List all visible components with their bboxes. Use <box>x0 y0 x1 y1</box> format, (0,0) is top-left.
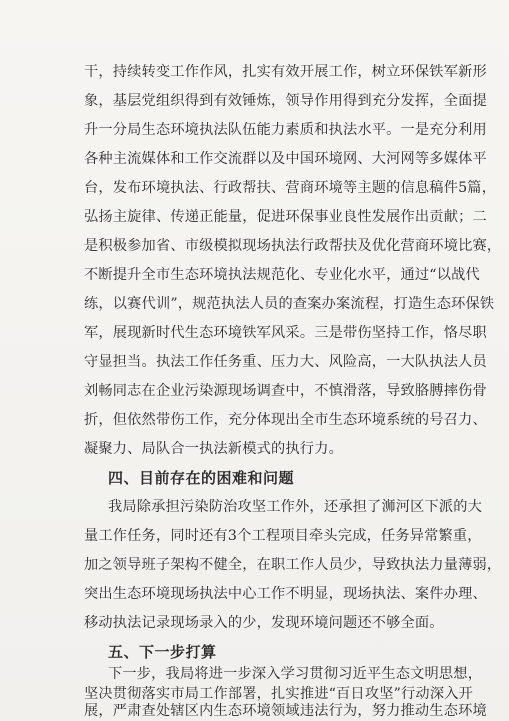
paragraph-line: 凝聚力、局队合一执法新模式的执行力。 <box>84 441 343 457</box>
paragraph-line: 不断提升全市生态环境执法规范化、专业化水平，通过“以战代 <box>84 267 480 283</box>
section-heading-difficulties: 四、目前存在的困难和问题 <box>108 469 295 487</box>
paragraph-line: 升一分局生态环境执法队伍能力素质和执法水平。一是充分利用 <box>84 122 487 138</box>
paragraph-line: 台，发布环境执法、行政帮扶、营商环境等主题的信息稿件5篇， <box>84 180 497 196</box>
paragraph-line: 加之领导班子架构不健全，在职工作人员少，导致执法力量薄弱， <box>84 557 502 573</box>
paragraph-line: 我局除承担污染防治攻坚工作外，还承担了浉河区下派的大 <box>108 499 483 515</box>
paragraph-line: 各种主流媒体和工作交流群以及中国环境网、大河网等多媒体平 <box>84 151 487 167</box>
paragraph-line: 量工作任务，同时还有3个工程项目牵头完成，任务异常繁重， <box>84 528 482 544</box>
paragraph-line: 军，展现新时代生态环境铁军风采。三是带伤坚持工作，恪尽职 <box>84 325 487 341</box>
paragraph-line: 刘畅同志在企业污染源现场调查中，不慎滑落，导致胳膊摔伤骨 <box>84 383 487 399</box>
paragraph-line: 折，但依然带伤工作，充分体现出全市生态环境系统的号召力、 <box>84 412 487 428</box>
paragraph-line: 弘扬主旋律、传递正能量，促进环保事业良性发展作出贡献；二 <box>84 209 487 225</box>
paragraph-line: 下一步，我局将进一步深入学习贯彻习近平生态文明思想， <box>108 666 483 682</box>
paragraph-line: 练，以赛代训”，规范执法人员的查案办案流程，打造生态环保铁 <box>84 296 495 312</box>
paragraph-line: 展，严肃查处辖区内生态环境领域违法行为，努力推动生态环境 <box>84 703 487 719</box>
paragraph-line: 坚决贯彻落实市局工作部署，扎实推进“百日攻坚”行动深入开 <box>84 686 473 702</box>
paragraph-line: 移动执法记录现场录入的少，发现环境问题还不够全面。 <box>84 615 444 631</box>
paragraph-line: 守显担当。执法工作任务重、压力大、风险高，一大队执法人员 <box>84 354 487 370</box>
section-heading-next-steps: 五、下一步打算 <box>108 643 217 661</box>
paragraph-line: 是积极参加省、市级模拟现场执法行政帮扶及优化营商环境比赛， <box>84 238 502 254</box>
paragraph-line: 象，基层党组织得到有效锤炼，领导作用得到充分发挥，全面提 <box>84 93 487 109</box>
paragraph-line: 突出生态环境现场执法中心工作不明显，现场执法、案件办理、 <box>84 586 487 602</box>
paragraph-line: 干，持续转变工作作风，扎实有效开展工作，树立环保铁军新形 <box>84 64 487 80</box>
